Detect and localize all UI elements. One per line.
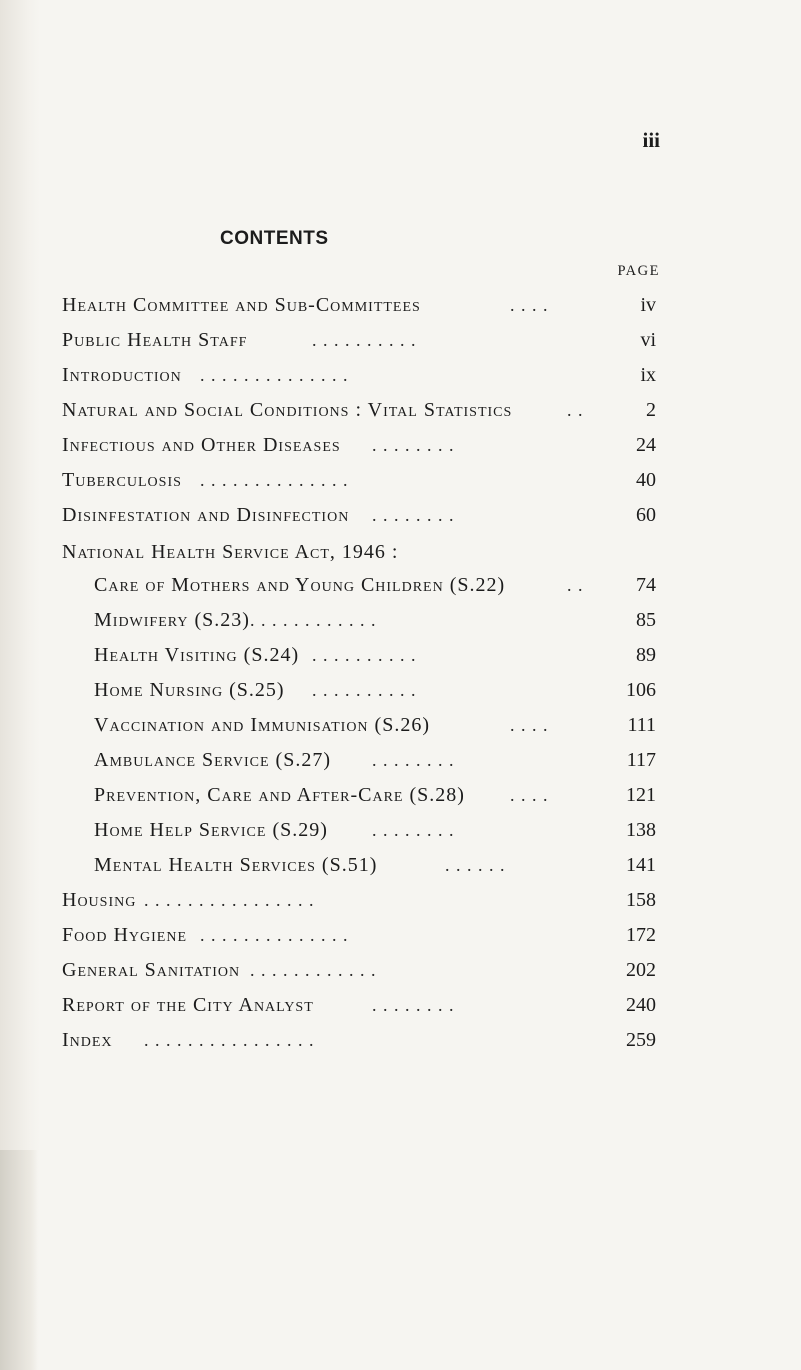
toc-entry-page: 111	[627, 714, 656, 736]
toc-entry-title: Home Nursing (S.25)	[94, 679, 285, 701]
toc-entry-title: Prevention, Care and After-Care (S.28)	[94, 784, 465, 806]
toc-entry-title: Care of Mothers and Young Children (S.22)	[94, 574, 506, 596]
toc-entry-title: Report of the City Analyst	[62, 994, 314, 1016]
toc-entry-leaders: . . . . . .	[445, 855, 506, 875]
toc-entry-title: General Sanitation	[62, 959, 241, 981]
toc-section-heading	[0, 537, 801, 567]
toc-entry-title: Index	[62, 1029, 113, 1051]
toc-entry[interactable]	[0, 395, 801, 425]
toc-entry-title: Infectious and Other Diseases	[62, 434, 341, 456]
toc-entry-leaders: . . . . . . . . . . . . . .	[200, 470, 349, 490]
toc-entry[interactable]	[0, 1025, 801, 1055]
toc-entry-leaders: . . . . . . . .	[372, 505, 455, 525]
toc-entry-leaders: . . . . . . . .	[372, 750, 455, 770]
toc-entry-title: Health Visiting (S.24)	[94, 644, 300, 666]
toc-entry[interactable]	[0, 815, 801, 845]
toc-entry-page: 40	[636, 469, 656, 491]
toc-entry-leaders: . . . . . . . . . .	[312, 645, 417, 665]
toc-entry-page: 172	[626, 924, 656, 946]
toc-entry-leaders: . . . .	[510, 295, 549, 315]
toc-entry[interactable]	[0, 430, 801, 460]
page-number: iii	[642, 128, 660, 152]
toc-entry-title: Vaccination and Immunisation (S.26)	[94, 714, 430, 736]
toc-entry[interactable]	[0, 500, 801, 530]
toc-entry[interactable]	[0, 465, 801, 495]
toc-entry-leaders: . . . . . . . . . .	[312, 680, 417, 700]
toc-entry-leaders: . . . . . . . . . . . . . .	[200, 365, 349, 385]
toc-entry-leaders: . .	[567, 575, 584, 595]
toc-entry-title: Public Health Staff	[62, 329, 248, 351]
toc-entry-page: 117	[626, 749, 656, 771]
toc-entry[interactable]	[0, 640, 801, 670]
toc-entry[interactable]	[0, 850, 801, 880]
toc-entry-leaders: . . . .	[510, 715, 549, 735]
toc-entry-page: vi	[640, 329, 656, 351]
toc-entry-leaders: . . . .	[510, 785, 549, 805]
toc-entry-leaders: . . . . . . . . . .	[312, 330, 417, 350]
toc-entry-leaders: . . . . . . . . . . . . . .	[200, 925, 349, 945]
contents-title: CONTENTS	[220, 228, 329, 249]
toc-entry[interactable]	[0, 885, 801, 915]
toc-entry-title: Housing	[62, 889, 137, 911]
toc-entry-page: 240	[626, 994, 656, 1016]
toc-entry-page: 85	[636, 609, 656, 631]
toc-entry-page: 121	[626, 784, 656, 806]
toc-entry-page: 141	[626, 854, 656, 876]
toc-entry-title: National Health Service Act, 1946 :	[62, 541, 399, 563]
toc-entry-page: iv	[640, 294, 656, 316]
toc-entry-title: Introduction	[62, 364, 182, 386]
toc-entry-page: 259	[626, 1029, 656, 1051]
toc-entry[interactable]	[0, 780, 801, 810]
toc-entry-leaders: . . . . . . . . . . . .	[250, 610, 377, 630]
toc-entry[interactable]	[0, 675, 801, 705]
toc-entry-leaders: . . . . . . . .	[372, 820, 455, 840]
toc-entry-page: 74	[636, 574, 656, 596]
toc-entry-leaders: . . . . . . . .	[372, 995, 455, 1015]
toc-entry-title: Midwifery (S.23)	[94, 609, 250, 631]
toc-entry[interactable]	[0, 745, 801, 775]
toc-entry-page: 89	[636, 644, 656, 666]
toc-entry-leaders: . . . . . . . . . . . .	[250, 960, 377, 980]
toc-entry[interactable]	[0, 990, 801, 1020]
toc-entry-leaders: . . . . . . . . . . . . . . . .	[144, 1030, 315, 1050]
toc-entry-title: Home Help Service (S.29)	[94, 819, 328, 841]
toc-entry-page: 202	[626, 959, 656, 981]
toc-entry-page: 2	[646, 399, 656, 421]
toc-entry[interactable]	[0, 920, 801, 950]
toc-entry[interactable]	[0, 605, 801, 635]
toc-entry-title: Health Committee and Sub-Committees	[62, 294, 421, 316]
toc-entry-title: Ambulance Service (S.27)	[94, 749, 331, 771]
toc-entry-leaders: . . . . . . . . . . . . . . . .	[144, 890, 315, 910]
toc-entry-title: Tuberculosis	[62, 469, 182, 491]
toc-entry-page: 24	[636, 434, 656, 456]
toc-entry-page: 106	[626, 679, 656, 701]
toc-entry-title: Natural and Social Conditions : Vital Statistics	[62, 399, 513, 421]
toc-entry-page: 138	[626, 819, 656, 841]
page-column-header: PAGE	[617, 263, 660, 279]
toc-entry[interactable]	[0, 290, 801, 320]
toc-entry-title: Mental Health Services (S.51)	[94, 854, 378, 876]
toc-entry[interactable]	[0, 360, 801, 390]
toc-entry[interactable]	[0, 570, 801, 600]
toc-entry[interactable]	[0, 955, 801, 985]
toc-entry-leaders: . .	[567, 400, 584, 420]
toc-entry-leaders: . . . . . . . .	[372, 435, 455, 455]
toc-entry-title: Food Hygiene	[62, 924, 187, 946]
toc-entry[interactable]	[0, 710, 801, 740]
toc-entry-page: 60	[636, 504, 656, 526]
toc-entry-page: 158	[626, 889, 656, 911]
toc-entry[interactable]	[0, 325, 801, 355]
toc-entry-page: ix	[640, 364, 656, 386]
toc-entry-title: Disinfestation and Disinfection	[62, 504, 350, 526]
